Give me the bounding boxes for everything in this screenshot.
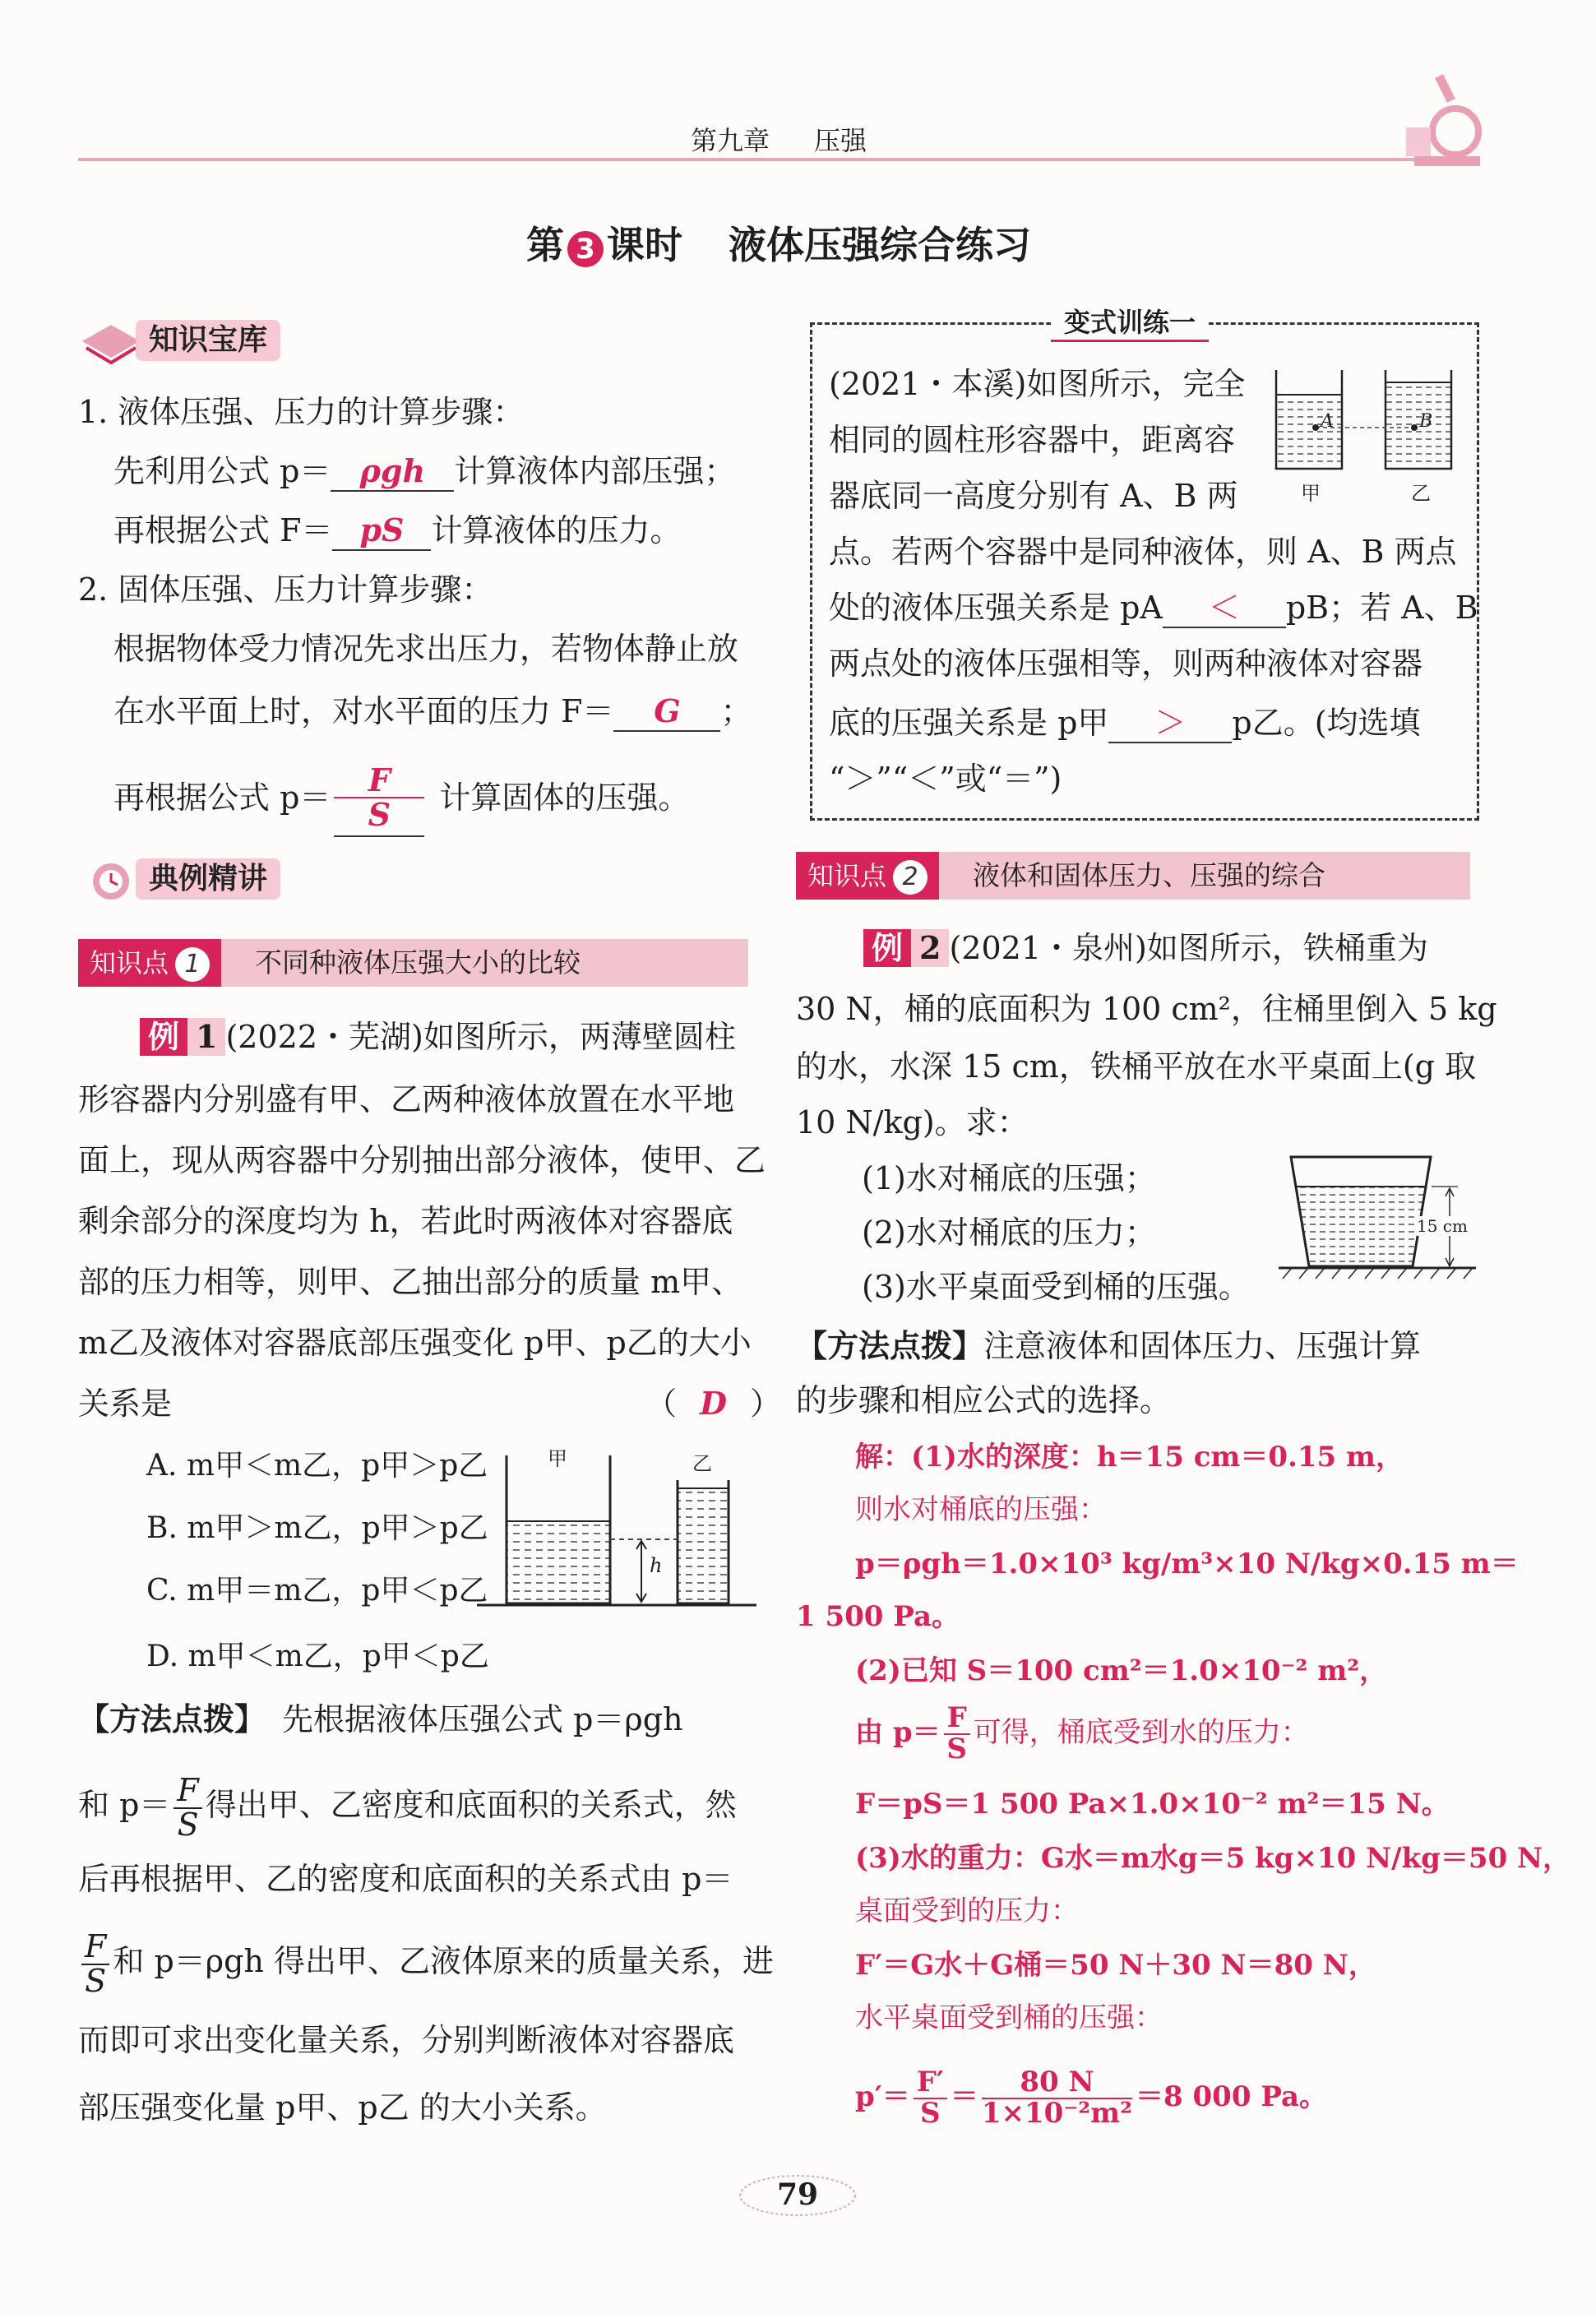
topic-label: 压强: [814, 125, 867, 156]
knowledge-point-1-title: 不同种液体压强大小的比较: [255, 946, 581, 979]
knowledge-header: [78, 317, 349, 366]
fig2-label-A: A: [1321, 411, 1334, 432]
figure-bucket: [1279, 1147, 1476, 1287]
knowledge-item1a: 先利用公式 p＝ ρgh 计算液体内部压强；: [113, 452, 735, 492]
book-icon: [78, 317, 144, 366]
option-d: D. m甲＜m乙，p甲＜p乙: [146, 1640, 489, 1673]
header-rule: [78, 158, 1476, 161]
example1-line3: 面上，现从两容器中分别抽出部分液体，使甲、乙: [78, 1142, 766, 1178]
example1-line7: 关系是: [78, 1386, 173, 1422]
example-tag: 例: [140, 1018, 187, 1056]
solution-line8: (3)水的重力：G水＝m水g＝5 kg×10 N/kg＝50 N，: [855, 1842, 1571, 1875]
question-3: (3)水平桌面受到桶的压强。: [862, 1269, 1250, 1305]
solution-line7: F＝pS＝1 500 Pa×1.0×10⁻² m²＝15 N。: [855, 1788, 1450, 1821]
variant-line6: 两点处的液体压强相等，则两种液体对容器: [829, 645, 1423, 682]
fig1-label-jia: 甲: [548, 1447, 567, 1470]
knowledge-point-1-bar: [78, 939, 748, 987]
title-prefix: 第: [526, 223, 564, 267]
variant-label: 变式训练一: [1051, 302, 1209, 342]
solution-line11: 水平桌面受到桶的压强：: [855, 2001, 1163, 2034]
variant-answer-1: ＜: [1163, 589, 1286, 628]
variant-line8: “＞”“＜”或“＝”): [829, 761, 1062, 797]
method1-line1: 【方法点拨】 先根据液体压强公式 p＝ρgh: [78, 1701, 683, 1737]
knowledge-point-1-tag: 知识点 1: [78, 939, 221, 987]
knowledge-item1b: 再根据公式 F＝ pS 计算液体的压力。: [113, 511, 681, 551]
example1-line2: 形容器内分别盛有甲、乙两种液体放置在水平地: [78, 1081, 735, 1117]
method2-label: 【方法点拨】: [796, 1328, 984, 1364]
alarm-clock-icon: [78, 855, 144, 905]
solution-line4: 1 500 Pa。: [796, 1600, 960, 1633]
method1-line5: 而即可求出变化量关系，分别判断液体对容器底: [78, 2022, 735, 2058]
microscope-icon: [1398, 66, 1488, 173]
page-header: [78, 115, 1468, 164]
example1-line4: 剩余部分的深度均为 h，若此时两液体对容器底: [78, 1203, 733, 1239]
answer-rho-g-h: ρgh: [331, 452, 454, 492]
example2-line4: 10 N/kg)。求：: [796, 1104, 1029, 1140]
example1-line5: 部的压力相等，则甲、乙抽出部分的质量 m甲、: [78, 1264, 743, 1300]
solution-line6: 由 p＝ $\frac{F}{S}$ 可得，桶底受到水的压力：: [855, 1701, 1309, 1765]
variant-line5: 处的液体压强关系是 pA ＜ pB；若 A、B: [829, 589, 1478, 628]
variant-line3: 器底同一高度分别有 A、B 两: [829, 478, 1238, 514]
example2-line1: 例 2 (2021・泉州)如图所示，铁桶重为: [863, 929, 1428, 967]
examples-label: 典例精讲: [136, 858, 280, 900]
knowledge-item2a: 根据物体受力情况先求出压力，若物体静止放: [113, 631, 739, 667]
example2-line2: 30 N，桶的底面积为 100 cm²，往桶里倒入 5 kg: [796, 991, 1497, 1027]
lesson-title: [526, 215, 1031, 270]
title-name: 液体压强综合练习: [729, 223, 1032, 267]
fig2-label-jia: 甲: [1301, 482, 1321, 505]
example1-answer: （ D ）: [645, 1385, 782, 1422]
method1-line4: $\frac{F}{S}$ 和 p＝ρgh 得出甲、乙液体原来的质量关系，进: [78, 1924, 774, 1998]
method2-line2: 的步骤和相应公式的选择。: [796, 1382, 1172, 1418]
option-a: A. m甲＜m乙，p甲＞p乙: [146, 1449, 488, 1483]
knowledge-label: 知识宝库: [136, 320, 280, 361]
fig2-label-B: B: [1419, 411, 1433, 432]
title-number: 3: [567, 231, 604, 267]
knowledge-point-2-tag: 知识点 2: [796, 852, 939, 900]
figure-two-cylinders: [1266, 362, 1464, 510]
knowledge-item1: 1. 液体压强、压力的计算步骤：: [78, 394, 525, 430]
example1-line6: m乙及液体对容器底部压强变化 p甲、p乙的大小: [78, 1325, 752, 1361]
solution-line1: 解：(1)水的深度：h＝15 cm＝0.15 m，: [855, 1441, 1404, 1474]
solution-line2: 则水对桶底的压强：: [855, 1493, 1107, 1526]
method1-label: 【方法点拨】: [78, 1701, 266, 1737]
knowledge-item2: 2. 固体压强、压力计算步骤：: [78, 571, 493, 608]
method1-line6: 部压强变化量 p甲、p乙 的大小关系。: [78, 2089, 607, 2126]
variant-line2: 相同的圆柱形容器中，距离容: [829, 422, 1236, 458]
variant-line1: (2021・本溪)如图所示，完全: [829, 366, 1246, 402]
figure-two-containers: [477, 1447, 756, 1628]
solution-line9: 桌面受到的压力：: [855, 1895, 1079, 1927]
fig1-label-yi: 乙: [692, 1452, 712, 1475]
chapter-label: 第九章: [691, 125, 770, 156]
answer-G: G: [613, 692, 720, 732]
knowledge-point-2-bar: [796, 852, 1470, 900]
question-1: (1)水对桶底的压强；: [862, 1160, 1156, 1196]
method1-line2: 和 p＝ $\frac{F}{S}$ 得出甲、乙密度和底面积的关系式，然: [78, 1771, 737, 1843]
knowledge-item2b: 在水平面上时，对水平面的压力 F＝ G ；: [113, 692, 752, 732]
answer-pS: pS: [332, 511, 431, 551]
title-suffix: 课时: [607, 223, 682, 267]
knowledge-point-2-title: 液体和固体压力、压强的综合: [973, 859, 1325, 891]
example2-line3: 的水，水深 15 cm，铁桶平放在水平桌面上(g 取: [796, 1048, 1477, 1085]
fig3-label-depth: 15 cm: [1417, 1216, 1468, 1236]
answer-F-over-S: $\frac{F}{S}$: [334, 764, 424, 838]
solution-line12: p′＝ $\frac{F'}{S}$ ＝ $\frac{80 N}{\text{1×10⁻²m²}}$ ＝8 000 Pa。: [855, 2066, 1328, 2130]
examples-header: [78, 855, 349, 905]
fig2-label-yi: 乙: [1411, 482, 1431, 505]
method1-line3: 后再根据甲、乙的密度和底面积的关系式由 p＝: [78, 1861, 733, 1897]
solution-line3: p＝ρgh＝1.0×10³ kg/m³×10 N/kg×0.15 m＝: [855, 1548, 1519, 1580]
variant-line7: 底的压强关系是 p甲 ＞ p乙。(均选填: [829, 704, 1421, 743]
variant-answer-2: ＞: [1108, 704, 1232, 743]
fig1-label-h: h: [650, 1554, 663, 1577]
knowledge-item2c: 再根据公式 p＝ $\frac{F}{S}$ 计算固体的压强。: [113, 756, 689, 839]
example1-line1: 例 1 (2022・芜湖)如图所示，两薄壁圆柱: [140, 1018, 736, 1056]
method2-line1: 【方法点拨】注意液体和固体压力、压强计算: [796, 1328, 1422, 1364]
variant-line4: 点。若两个容器中是同种液体，则 A、B 两点: [829, 534, 1457, 570]
question-2: (2)水对桶底的压力；: [862, 1215, 1156, 1251]
option-c: C. m甲＝m乙，p甲＜p乙: [146, 1574, 488, 1608]
page-number: 79: [724, 2163, 872, 2228]
option-b: B. m甲＞m乙，p甲＞p乙: [146, 1511, 488, 1545]
solution-line5: (2)已知 S＝100 cm²＝1.0×10⁻² m²，: [855, 1654, 1388, 1687]
example2-tag: 例: [863, 929, 911, 967]
solution-line10: F′＝G水＋G桶＝50 N＋30 N＝80 N，: [855, 1949, 1376, 1982]
